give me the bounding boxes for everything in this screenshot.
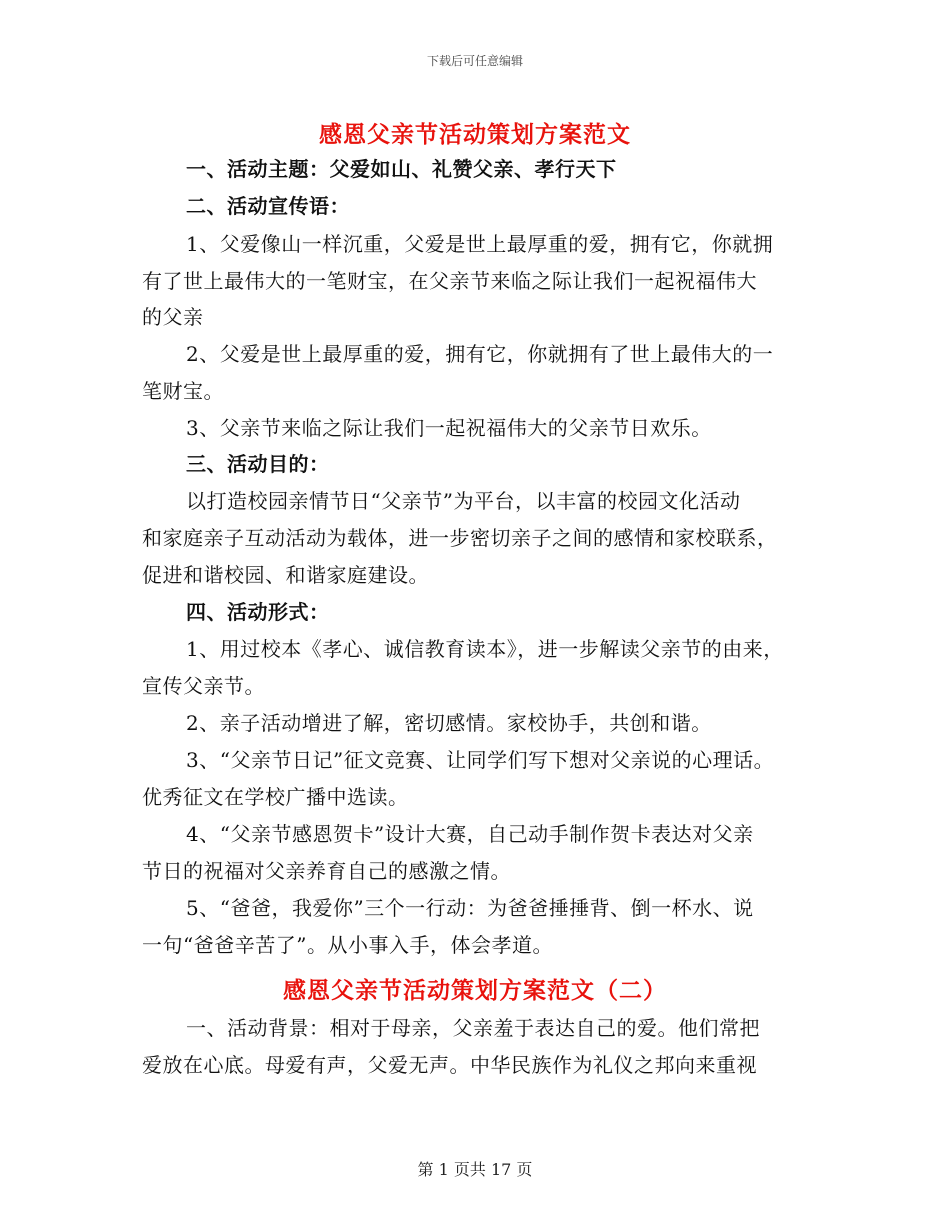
paragraph-line: 的父亲 xyxy=(142,305,204,329)
paragraph-line: 有了世上最伟大的一笔财宝，在父亲节来临之际让我们一起祝福伟大 xyxy=(142,269,757,293)
document-title: 感恩父亲节活动策划方案范文 xyxy=(319,121,631,148)
section-heading-theme: 一、活动主题：父爱如山、礼赞父亲、孝行天下 xyxy=(186,157,617,181)
section-heading-slogan: 二、活动宣传语： xyxy=(186,194,350,218)
paragraph-line: 5、“爸爸，我爱你”三个一行动：为爸爸捶捶背、倒一杯水、说 xyxy=(186,896,754,920)
paragraph-line: 促进和谐校园、和谐家庭建设。 xyxy=(142,563,429,587)
paragraph-line: 2、父爱是世上最厚重的爱，拥有它，你就拥有了世上最伟大的一 xyxy=(186,342,774,366)
section-heading-purpose: 三、活动目的： xyxy=(186,452,330,476)
paragraph-line: 3、父亲节来临之际让我们一起祝福伟大的父亲节日欢乐。 xyxy=(186,416,712,440)
page-footer: 第 1 页共 17 页 xyxy=(417,1160,533,1179)
paragraph-line: 1、父爱像山一样沉重，父爱是世上最厚重的爱，拥有它，你就拥 xyxy=(186,232,774,256)
paragraph-line: 笔财宝。 xyxy=(142,379,224,403)
paragraph-line: 以打造校园亲情节日“父亲节”为平台，以丰富的校园文化活动 xyxy=(186,489,741,513)
section-heading-format: 四、活动形式： xyxy=(186,600,330,624)
section-title-two: 感恩父亲节活动策划方案范文（二） xyxy=(283,977,667,1004)
paragraph-line: 优秀征文在学校广播中选读。 xyxy=(142,785,409,809)
page-header: 下载后可任意编辑 xyxy=(426,54,523,68)
paragraph-line: 和家庭亲子互动活动为载体，进一步密切亲子之间的感情和家校联系， xyxy=(142,526,778,550)
paragraph-line: 节日的祝福对父亲养育自己的感激之情。 xyxy=(142,859,511,883)
paragraph-line: 一句“爸爸辛苦了”。从小事入手，体会孝道。 xyxy=(142,933,553,957)
paragraph-line: 4、“父亲节感恩贺卡”设计大赛，自己动手制作贺卡表达对父亲 xyxy=(186,822,754,846)
paragraph-line: 3、“父亲节日记”征文竞赛、让同学们写下想对父亲说的心理话。 xyxy=(186,748,775,772)
paragraph-line: 宣传父亲节。 xyxy=(142,674,265,698)
paragraph-line: 一、活动背景：相对于母亲，父亲羞于表达自己的爱。他们常把 xyxy=(186,1016,760,1040)
paragraph-line: 2、亲子活动增进了解，密切感情。家校协手，共创和谐。 xyxy=(186,711,712,735)
paragraph-line: 1、用过校本《孝心、诚信教育读本》，进一步解读父亲节的由来， xyxy=(186,637,784,661)
paragraph-line: 爱放在心底。母爱有声，父爱无声。中华民族作为礼仪之邦向来重视 xyxy=(142,1053,757,1077)
